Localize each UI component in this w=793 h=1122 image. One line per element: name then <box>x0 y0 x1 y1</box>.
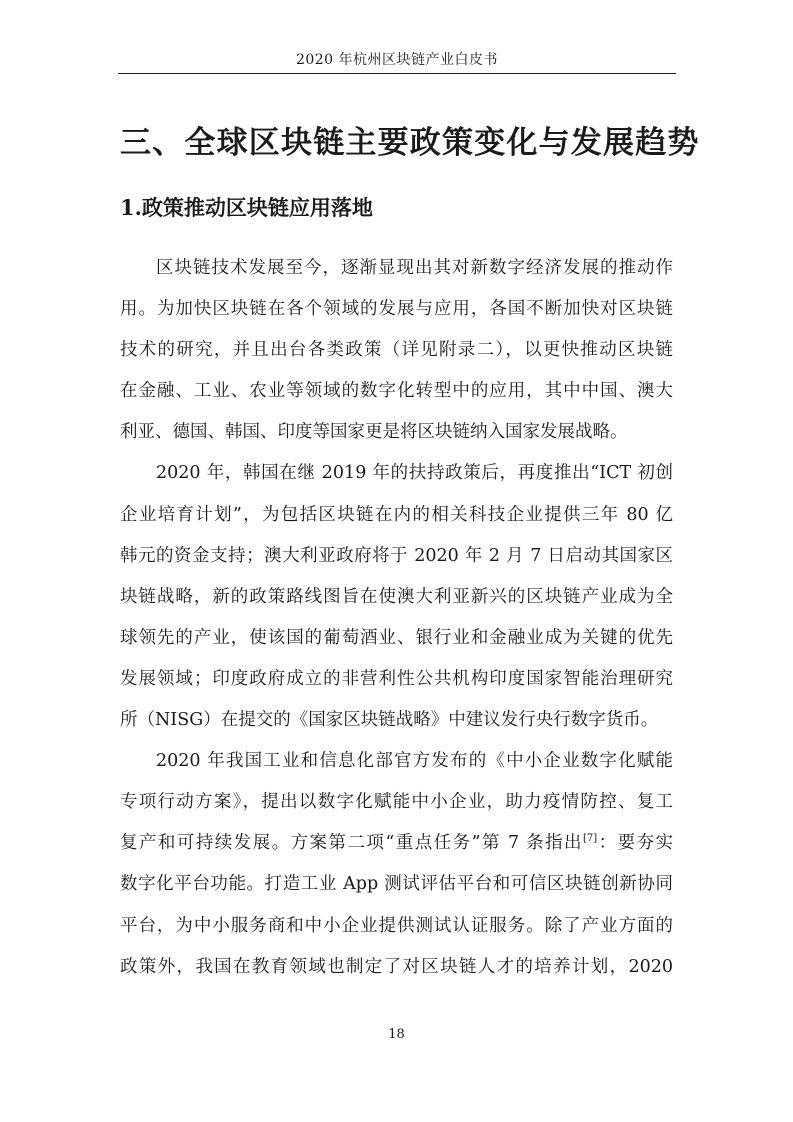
paragraph <box>120 741 673 988</box>
section-title: 三、全球区块链主要政策变化与发展趋势 <box>120 125 700 161</box>
text-line: 专项行动方案》，提出以数字化赋能中小企业，助力疫情防控、复工 <box>120 792 673 813</box>
text-line: 政策外，我国在教育领域也制定了对区块链人才的培养计划，2020 <box>120 956 673 977</box>
text-line: 用。为加快区块链在各个领域的发展与应用，各国不断加快对区块链 <box>120 299 673 320</box>
header-divider <box>118 73 676 74</box>
text-line: 韩元的资金支持；澳大利亚政府将于 2020 年 2 月 7 日启动其国家区 <box>120 545 673 566</box>
text-line: 企业培育计划”，为包括区块链在内的相关科技企业提供三年 80 亿 <box>120 504 673 525</box>
text-line: 球领先的产业，使该国的葡萄酒业、银行业和金融业成为关键的优先 <box>120 627 673 648</box>
text-line: 2020 年，韩国在继 2019 年的扶持政策后，再度推出“ICT 初创 <box>156 463 673 484</box>
text-line: 2020 年我国工业和信息化部官方发布的《中小企业数字化赋能 <box>156 751 673 772</box>
text-line: 技术的研究，并且出台各类政策（详见附录二），以更快推动区块链 <box>120 340 673 361</box>
text-line: 数字化平台功能。打造工业 App 测试评估平台和可信区块链创新协同 <box>120 874 673 895</box>
text-line: 利亚、德国、韩国、印度等国家更是将区块链纳入国家发展战略。 <box>120 422 628 443</box>
text-line-with-citation <box>120 823 673 864</box>
text-fragment: ：要夯实 <box>597 833 673 854</box>
paragraph <box>120 248 673 453</box>
text-line: 发展领域；印度政府成立的非营利性公共机构印度国家智能治理研究 <box>120 668 673 689</box>
text-line: 在金融、工业、农业等领域的数字化转型中的应用，其中中国、澳大 <box>120 381 673 402</box>
text-line: 区块链技术发展至今，逐渐显现出其对新数字经济发展的推动作 <box>156 258 673 278</box>
text-line: 所（NISG）在提交的《国家区块链战略》中建议发行央行数字货币。 <box>120 710 659 731</box>
subsection-title: 1.政策推动区块链应用落地 <box>120 195 373 220</box>
citation-ref: [7] <box>583 833 598 845</box>
body-text <box>120 248 673 988</box>
text-line: 块链战略，新的政策路线图旨在使澳大利亚新兴的区块链产业成为全 <box>120 586 673 607</box>
running-header: 2020 年杭州区块链产业白皮书 <box>295 52 499 68</box>
paragraph <box>120 453 673 741</box>
text-line: 平台，为中小服务商和中小企业提供测试认证服务。除了产业方面的 <box>120 915 673 936</box>
text-fragment: 复产和可持续发展。方案第二项“重点任务”第 7 条指出 <box>120 833 583 854</box>
page-number: 18 <box>388 1027 405 1042</box>
